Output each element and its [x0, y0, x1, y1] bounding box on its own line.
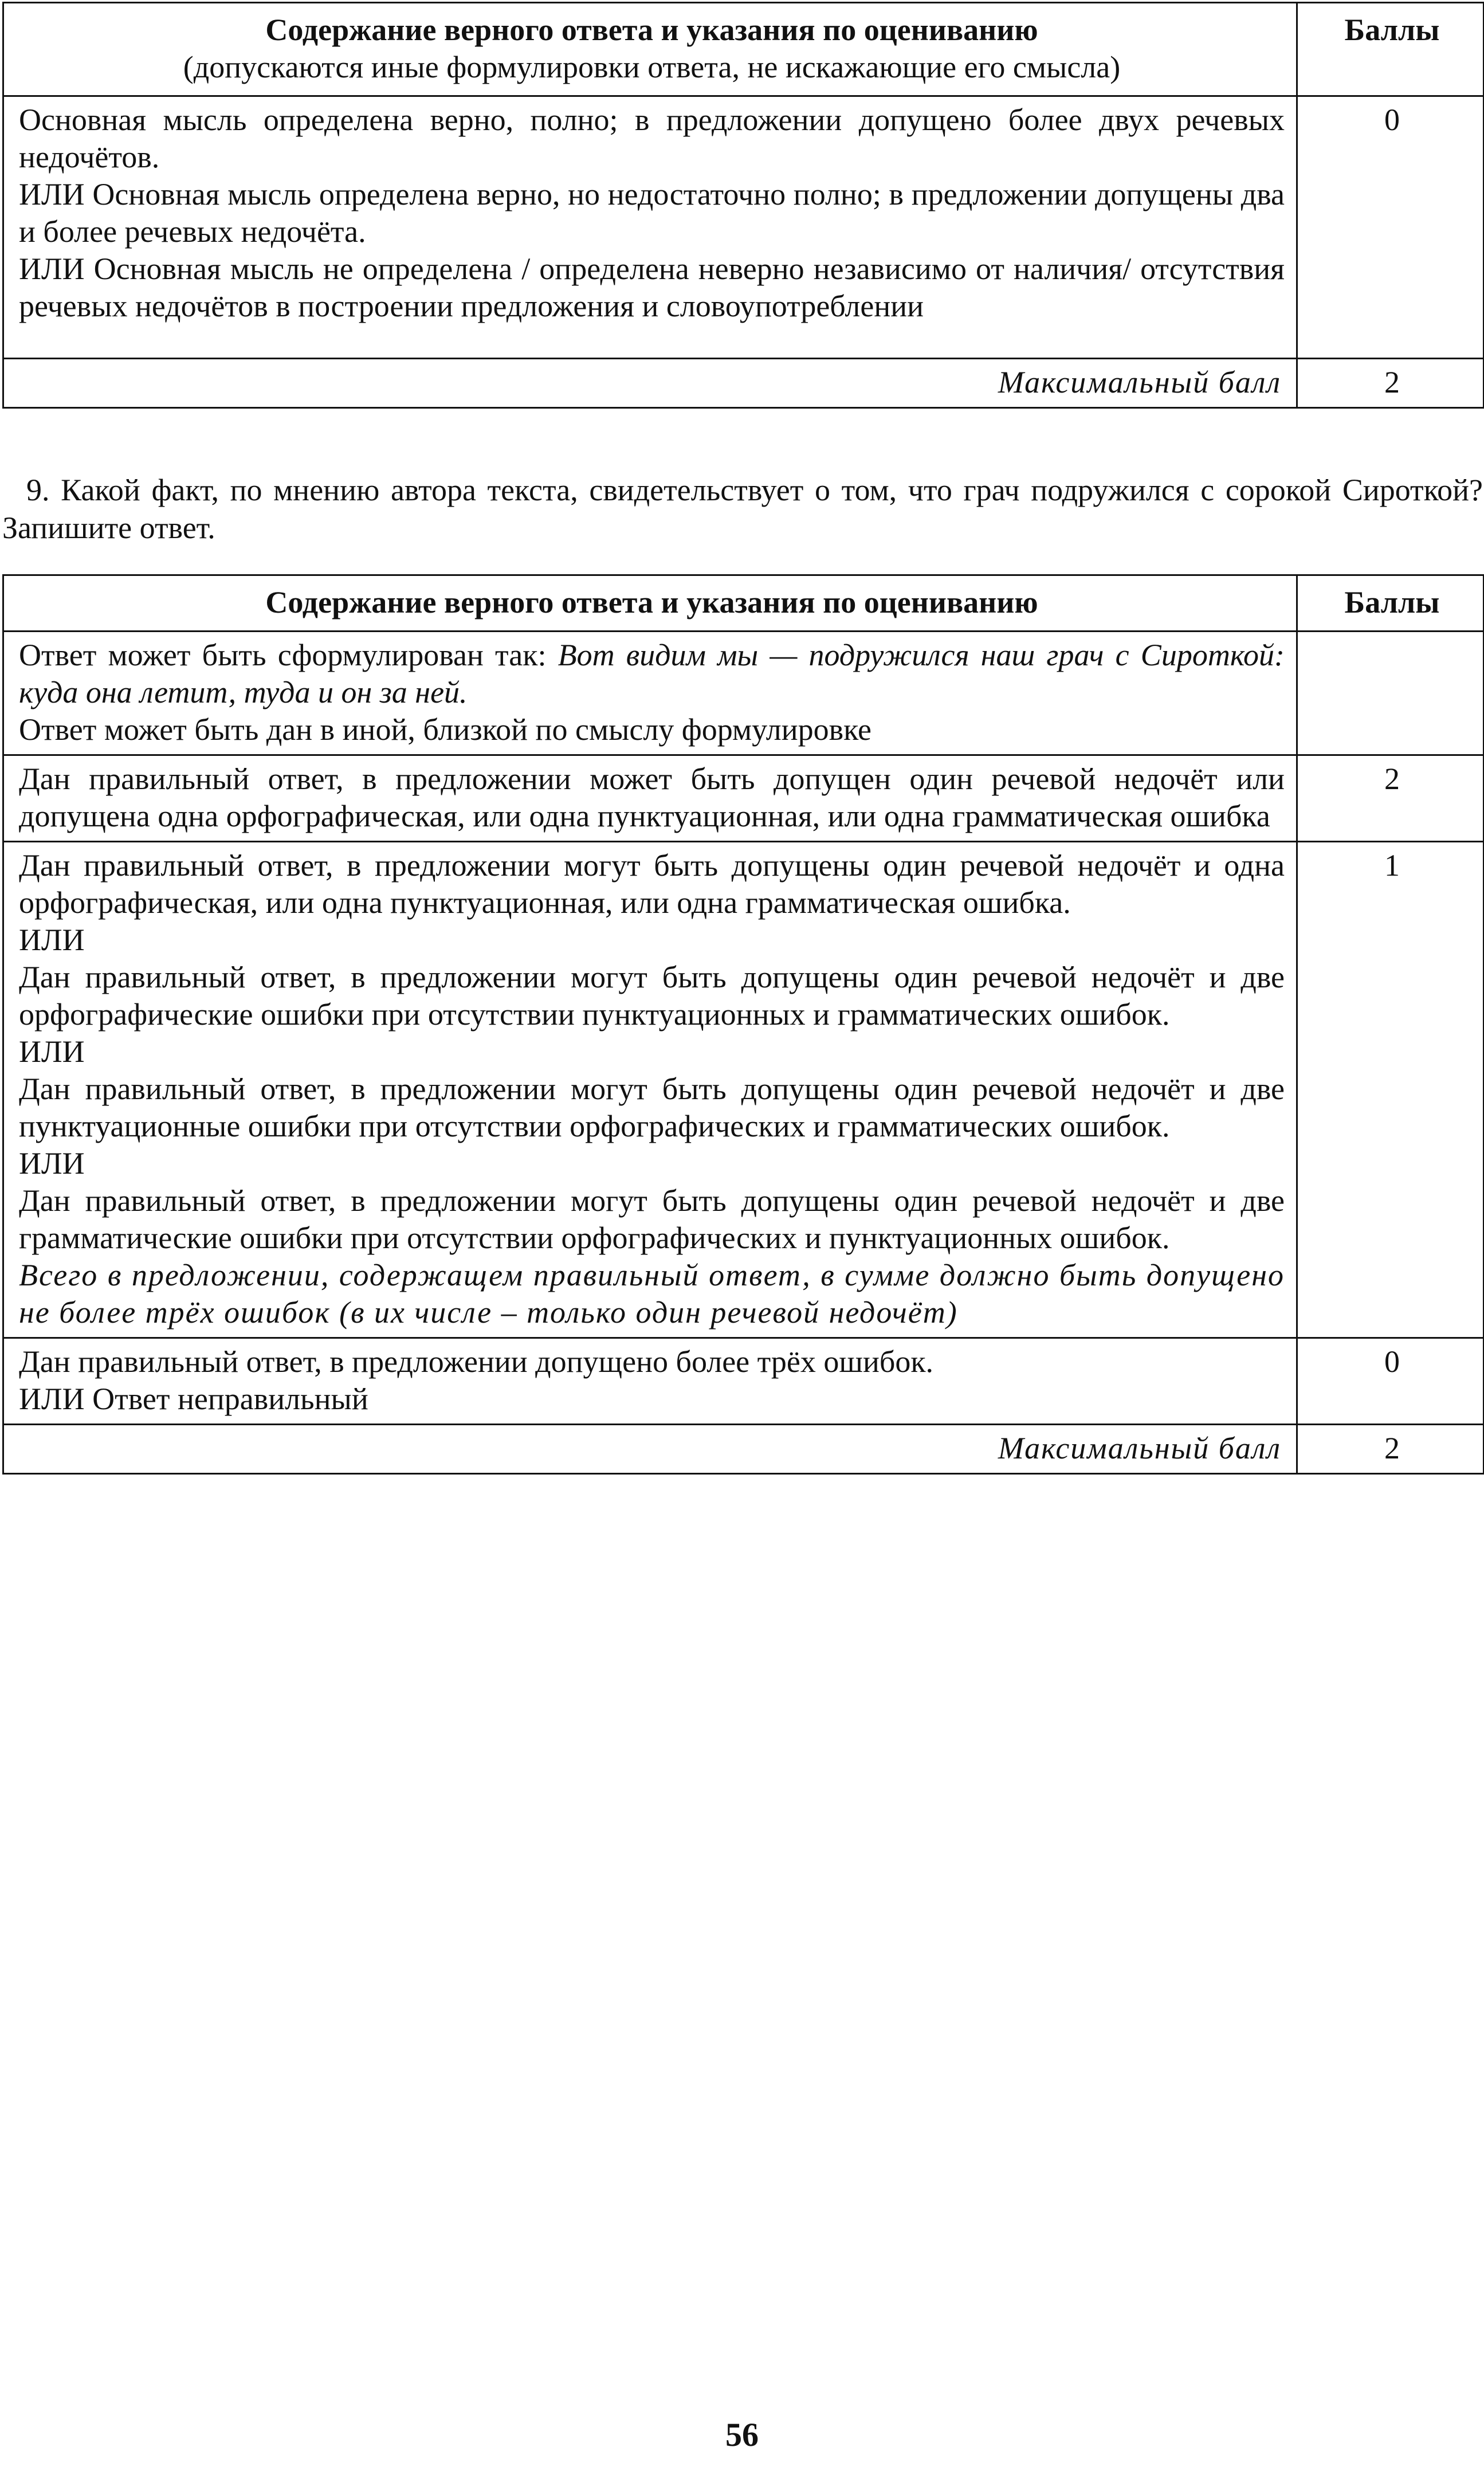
score-cell: 2 — [1297, 755, 1484, 842]
criteria-paragraph: Дан правильный ответ, в предложении могут быть допущены один речевой недочёт и одна орфографическая, или одна пунктуационная, или одна грамматическая ошибка. — [19, 848, 1285, 920]
score-cell: 0 — [1297, 96, 1484, 359]
table-row — [3, 755, 1484, 842]
criteria-cell — [3, 842, 1297, 1338]
max-score-row — [3, 359, 1484, 408]
or-separator: ИЛИ — [19, 1146, 85, 1181]
header-score-cell: Баллы — [1297, 575, 1484, 632]
answer-prefix: Ответ может быть сформулирован так: — [19, 638, 558, 672]
table-row — [3, 96, 1484, 359]
criteria-line: ИЛИ Основная мысль не определена / определена неверно независимо от наличия/ отсутствия речевых недочётов в построении предложения и словоупотреблении — [19, 252, 1285, 323]
score-cell: 0 — [1297, 1338, 1484, 1425]
max-score-label: Максимальный балл — [3, 359, 1297, 408]
criteria-cell — [3, 96, 1297, 359]
score-cell — [1297, 632, 1484, 755]
header-subtitle: (допускаются иные формулировки ответа, не искажающие его смысла) — [183, 50, 1121, 84]
or-separator: ИЛИ — [19, 923, 85, 957]
table-row — [3, 842, 1484, 1338]
max-score-row — [3, 1425, 1484, 1474]
answer-note: Ответ может быть дан в иной, близкой по смыслу формулировке — [19, 712, 871, 747]
max-score-value: 2 — [1297, 1425, 1484, 1474]
criteria-table-1 — [2, 2, 1484, 409]
table-header-row — [3, 3, 1484, 96]
criteria-cell — [3, 1338, 1297, 1425]
table-row — [3, 1338, 1484, 1425]
max-score-value: 2 — [1297, 359, 1484, 408]
page-number: 56 — [725, 2416, 759, 2453]
criteria-paragraph: Дан правильный ответ, в предложении могут быть допущены один речевой недочёт и две грамматические ошибки при отсутствии орфографических и пунктуационных ошибок. — [19, 1183, 1285, 1255]
header-title: Содержание верного ответа и указания по оцениванию — [265, 13, 1038, 47]
max-score-label: Максимальный балл — [3, 1425, 1297, 1474]
score-cell: 1 — [1297, 842, 1484, 1338]
table-header-row — [3, 575, 1484, 632]
header-content-cell: Содержание верного ответа и указания по оцениванию — [3, 575, 1297, 632]
criteria-paragraph: Дан правильный ответ, в предложении могут быть допущены один речевой недочёт и две пунктуационные ошибки при отсутствии орфографических и грамматических ошибок. — [19, 1072, 1285, 1143]
answer-cell — [3, 632, 1297, 755]
or-separator: ИЛИ — [19, 1034, 85, 1069]
criteria-cell: Дан правильный ответ, в предложении может быть допущен один речевой недочёт или допущена одна орфографическая, или одна пунктуационная, или одна грамматическая ошибка — [3, 755, 1297, 842]
header-content-cell — [3, 3, 1297, 96]
criteria-line: ИЛИ Основная мысль определена верно, но недостаточно полно; в предложении допущены два и более речевых недочёта. — [19, 177, 1285, 249]
criteria-note: Всего в предложении, содержащем правильный ответ, в сумме должно быть допущено не более трёх ошибок (в их числе – только один речевой недочёт) — [19, 1258, 1285, 1330]
answer-row — [3, 632, 1484, 755]
criteria-line: Основная мысль определена верно, полно; в предложении допущено более двух речевых недочётов. — [19, 103, 1285, 174]
criteria-table-2 — [2, 574, 1484, 1475]
criteria-line: Дан правильный ответ, в предложении допущено более трёх ошибок. — [19, 1344, 934, 1379]
criteria-line: ИЛИ Ответ неправильный — [19, 1382, 368, 1416]
header-score-cell: Баллы — [1297, 3, 1484, 96]
answer-text: Вот видим мы — подружился наш грач с Сироткой: куда она летит, туда и он за ней. — [19, 638, 1285, 709]
criteria-paragraph: Дан правильный ответ, в предложении могут быть допущены один речевой недочёт и две орфографические ошибки при отсутствии пунктуационных и грамматических ошибок. — [19, 960, 1285, 1032]
question-text: 9. Какой факт, по мнению автора текста, свидетельствует о том, что грач подружился с сорокой Сироткой? Запишите ответ. — [2, 473, 1483, 545]
